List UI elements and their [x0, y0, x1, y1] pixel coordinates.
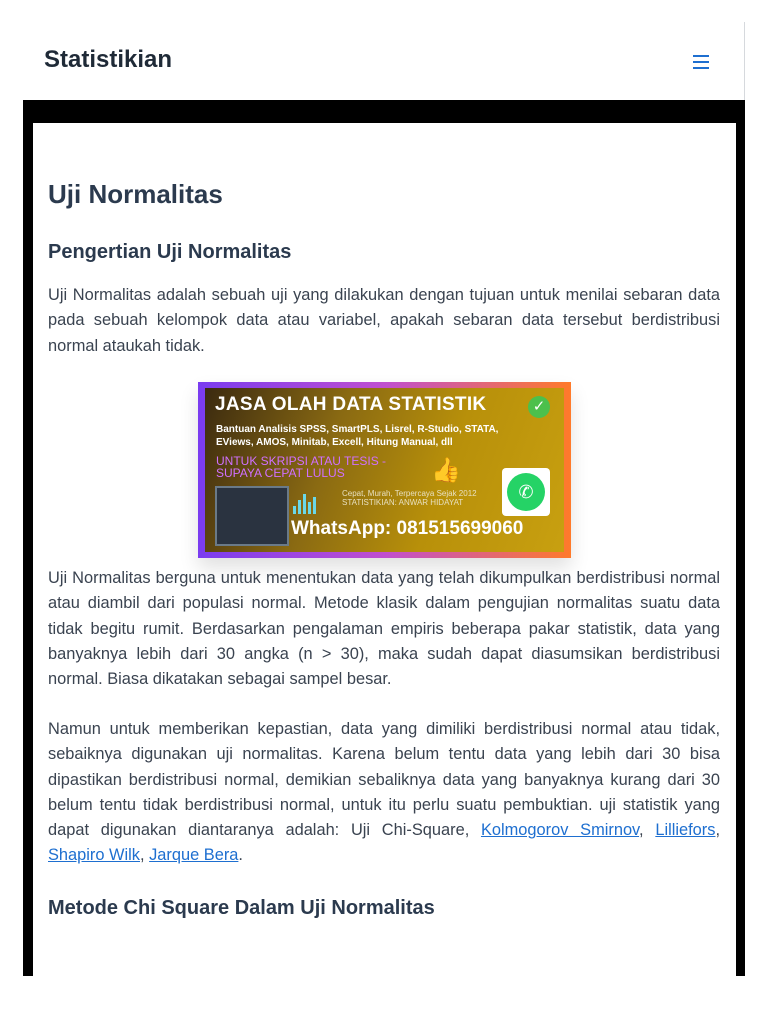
- site-title[interactable]: Statistikian: [44, 46, 173, 73]
- bar-graphic-icon: [293, 492, 321, 514]
- section-heading-chi-square: Metode Chi Square Dalam Uji Normalitas: [48, 897, 435, 919]
- check-icon: ✓: [528, 396, 550, 418]
- whatsapp-icon: ✆: [507, 473, 545, 511]
- link-kolmogorov-smirnov[interactable]: Kolmogorov Smirnov: [480, 821, 640, 840]
- paragraph-purpose: Uji Normalitas berguna untuk menentukan data yang telah dikumpulkan berdistribusi normal atau diambil dari populasi normal. Metode klasik dalam pengujian normalitas suatu data tidak begitu rumit. Berdasarkan pengalaman empiris beberapa pakar statistik, data yang banyaknya lebih dari 30 angka (n > 30), maka sudah dapat diasumsikan berdistribusi normal. Biasa dikatakan sebagai sampel besar.: [48, 569, 720, 689]
- link-shapiro-wilk[interactable]: Shapiro Wilk: [48, 846, 140, 865]
- paragraph-definition: Uji Normalitas adalah sebuah uji yang dilakukan dengan tujuan untuk menilai sebaran data pada sebuah kelompok data atau variabel, apakah sebaran data tersebut berdistribusi normal ataukah tidak.: [48, 286, 720, 355]
- menu-button[interactable]: [688, 52, 714, 72]
- article-content: [33, 123, 736, 976]
- phone-image: [215, 486, 289, 546]
- paragraph-methods: Namun untuk memberikan kepastian, data yang dimiliki berdistribusi normal atau tidak, sebaiknya digunakan uji normalitas. Karena belum tentu data yang lebih dari 30 bisa dipastikan berdistribusi normal, demikian sebaliknya data yang banyaknya kurang dari 30 belum tentu tidak berdistribusi normal, untuk itu perlu suatu pembuktian. uji statistik yang dapat digunakan diantaranya adalah: Uji Chi-Square, Kolmogorov Smirnov, Lilliefors, Shapiro Wilk, Jarque Bera.: [48, 720, 721, 865]
- thumbs-up-icon: 👍: [431, 457, 461, 484]
- banner-skripsi-1: UNTUK SKRIPSI ATAU TESIS -: [216, 454, 387, 468]
- link-lilliefors[interactable]: Lilliefors: [655, 821, 716, 840]
- site-header: [0, 22, 745, 100]
- paragraph-methods-text: Namun untuk memberikan kepastian, data yang dimiliki berdistribusi normal atau tidak, sebaiknya digunakan uji normalitas. Karena belum tentu data yang lebih dari 30 bisa dipastikan berdistribusi normal, demikian sebaliknya data yang banyaknya kurang dari 30 belum tentu tidak berdistribusi normal, untuk itu perlu suatu pembuktian. uji statistik yang dapat digunakan diantaranya adalah: Uji Chi-Square,: [48, 720, 720, 840]
- whatsapp-logo-box: [502, 468, 550, 516]
- banner-subtitle-2: EViews, AMOS, Minitab, Excell, Hitung Manual, dll: [216, 437, 453, 448]
- promo-banner-inner: [205, 388, 564, 552]
- banner-whatsapp-number: WhatsApp: 081515699060: [291, 518, 524, 539]
- promo-banner[interactable]: [198, 382, 571, 558]
- section-heading-pengertian: Pengertian Uji Normalitas: [48, 241, 292, 263]
- banner-skripsi-2: SUPAYA CEPAT LULUS: [216, 466, 345, 480]
- banner-subtitle-1: Bantuan Analisis SPSS, SmartPLS, Lisrel, R-Studio, STATA,: [216, 424, 499, 435]
- hamburger-menu-icon: [688, 52, 714, 72]
- banner-tagline-1: Cepat, Murah, Terpercaya Sejak 2012: [342, 489, 477, 498]
- page-title: Uji Normalitas: [48, 179, 223, 209]
- banner-tagline-2: STATISTIKIAN: ANWAR HIDAYAT: [342, 498, 464, 507]
- link-jarque-bera[interactable]: Jarque Bera: [149, 846, 239, 865]
- banner-title: JASA OLAH DATA STATISTIK: [215, 394, 487, 415]
